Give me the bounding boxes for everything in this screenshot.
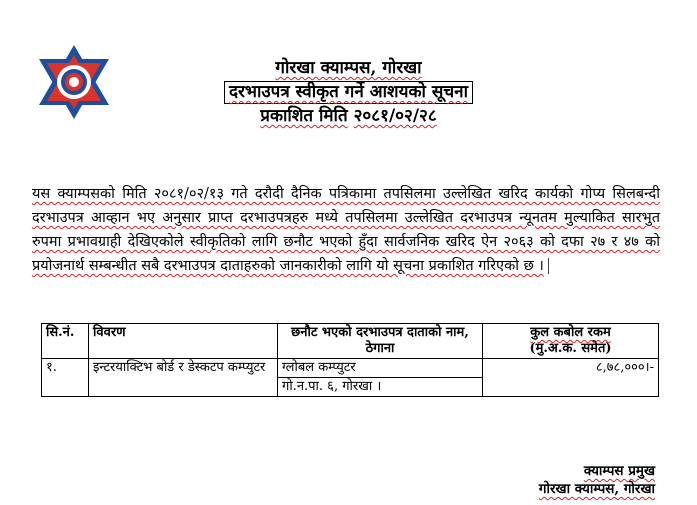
notice-title: दरभाउपत्र स्वीकृत गर्ने आशयको सूचना (224, 81, 473, 104)
published-label: प्रकाशित मिति (260, 106, 348, 126)
notice-header (0, 58, 697, 127)
signature-block (539, 462, 655, 498)
table-header-row (42, 324, 659, 359)
award-table (41, 323, 659, 397)
signatory-org: गोरखा क्याम्पस, गोरखा (538, 481, 655, 497)
bidder-name: ग्लोबल कम्प्युटर (282, 360, 356, 375)
table-row (42, 359, 659, 397)
header-sn: सि.नं. (42, 324, 89, 359)
bidder-address: गो.न.पा. ६, गोरखा । (278, 377, 482, 396)
notice-body: यस क्याम्पसको मिति २०८१/०२/१३ गते दरौदी दैनिक पत्रिकामा तपसिलमा उल्लेखित खरिद कार्यको गोप्य सिलबन्दी दरभाउपत्र आव्हान भए अनुसार प्राप्त दरभाउपत्रहरु मध्ये तपसिलमा उल्लेखित दरभाउपत्र न्यूनतम मुल्याकित सारभुत रुपमा प्रभावग्राही देखिएकोले स्वीकृतिको लागि छनौट भएको हुँदा सार्वजनिक खरिद ऐन २०६३ को दफा २७ र ४७ को प्रयोजनार्थ सम्बन्धीत सबै दरभाउपत्र दाताहरुको जानकारीको लागि यो सूचना प्रकाशित गरिएको छ । (32, 186, 660, 274)
header-description: विवरण (89, 324, 278, 359)
text-cursor (548, 258, 549, 274)
published-date: २०८१/०२/२८ (353, 106, 437, 126)
published-date-line (0, 106, 697, 127)
cell-sn: १. (42, 359, 89, 397)
header-bidder: छनौट भएको दरभाउपत्र दाताको नाम, ठेगाना (278, 324, 483, 359)
campus-name: गोरखा क्याम्पस, गोरखा (275, 58, 422, 78)
cell-description: इन्टरयाक्टिभ बोर्ड र डेस्कटप कम्प्युटर (89, 359, 278, 397)
cell-amount: ८,७८,०००।- (483, 359, 659, 397)
cell-bidder (278, 359, 483, 397)
signatory-title: क्याम्पस प्रमुख (583, 463, 655, 479)
header-amount: कुल कबोल रकम (मु.अ.क. समेत) (483, 324, 659, 359)
